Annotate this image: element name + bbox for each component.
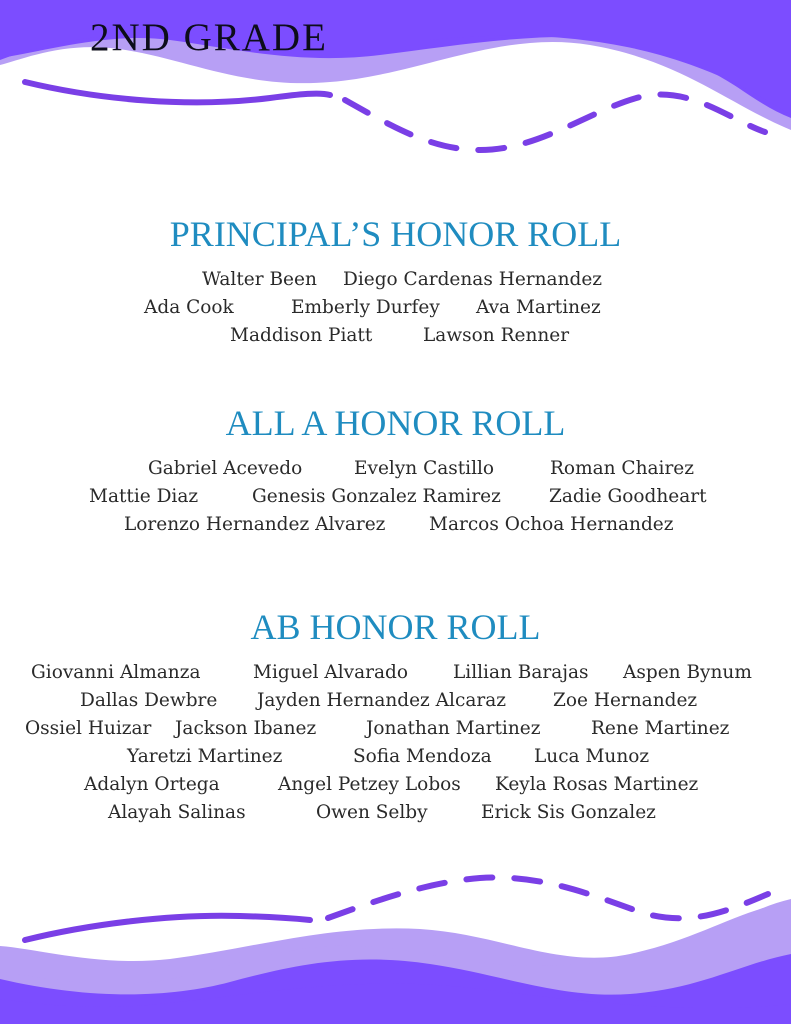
student-name: Maddison Piatt (230, 325, 373, 346)
student-name: Gabriel Acevedo (148, 458, 303, 479)
all-a-honor-roll-section (0, 405, 791, 539)
principals-honor-roll-section (0, 216, 791, 350)
student-name: Dallas Dewbre (80, 690, 218, 711)
student-name: Miguel Alvarado (253, 662, 408, 683)
name-row (0, 294, 791, 322)
student-name: Erick Sis Gonzalez (481, 802, 656, 823)
student-name: Jackson Ibanez (175, 718, 317, 739)
name-row (0, 743, 791, 771)
student-name: Lillian Barajas (453, 662, 589, 683)
student-name: Walter Been (202, 269, 317, 290)
student-name: Alayah Salinas (108, 802, 246, 823)
section-heading: PRINCIPAL’S HONOR ROLL (169, 214, 622, 254)
student-name: Owen Selby (316, 802, 428, 823)
student-name: Marcos Ochoa Hernandez (429, 514, 674, 535)
name-row (0, 322, 791, 350)
student-name: Luca Munoz (534, 746, 650, 767)
student-name: Zadie Goodheart (549, 486, 707, 507)
student-name: Evelyn Castillo (354, 458, 495, 479)
student-name: Lorenzo Hernandez Alvarez (124, 514, 386, 535)
name-row (0, 511, 791, 539)
student-name: Sofia Mendoza (353, 746, 492, 767)
student-name: Diego Cardenas Hernandez (343, 269, 603, 290)
student-name: Emberly Durfey (291, 297, 440, 318)
name-row (0, 266, 791, 294)
name-row (0, 687, 791, 715)
student-name: Ada Cook (144, 297, 234, 318)
name-row (0, 483, 791, 511)
name-row (0, 455, 791, 483)
student-name: Jonathan Martinez (366, 718, 541, 739)
student-name: Genesis Gonzalez Ramirez (252, 486, 501, 507)
student-name: Lawson Renner (423, 325, 570, 346)
name-row (0, 771, 791, 799)
name-row (0, 715, 791, 743)
section-heading: AB HONOR ROLL (250, 607, 541, 647)
grade-title: 2ND GRADE (90, 16, 328, 59)
section-heading: ALL A HONOR ROLL (225, 403, 566, 443)
student-name: Zoe Hernandez (553, 690, 698, 711)
student-name: Giovanni Almanza (31, 662, 201, 683)
name-row (0, 659, 791, 687)
student-name: Adalyn Ortega (84, 774, 220, 795)
student-name: Roman Chairez (550, 458, 694, 479)
student-name: Yaretzi Martinez (127, 746, 283, 767)
student-name: Mattie Diaz (89, 486, 199, 507)
student-name: Rene Martinez (591, 718, 730, 739)
name-row (0, 799, 791, 827)
student-name: Jayden Hernandez Alcaraz (257, 690, 506, 711)
student-name: Ossiel Huizar (25, 718, 152, 739)
student-name: Ava Martinez (476, 297, 601, 318)
student-name: Angel Petzey Lobos (278, 774, 461, 795)
student-name: Keyla Rosas Martinez (495, 774, 699, 795)
ab-honor-roll-section (0, 609, 791, 827)
student-name: Aspen Bynum (623, 662, 752, 683)
bottom-wave-decoration (0, 854, 791, 1024)
